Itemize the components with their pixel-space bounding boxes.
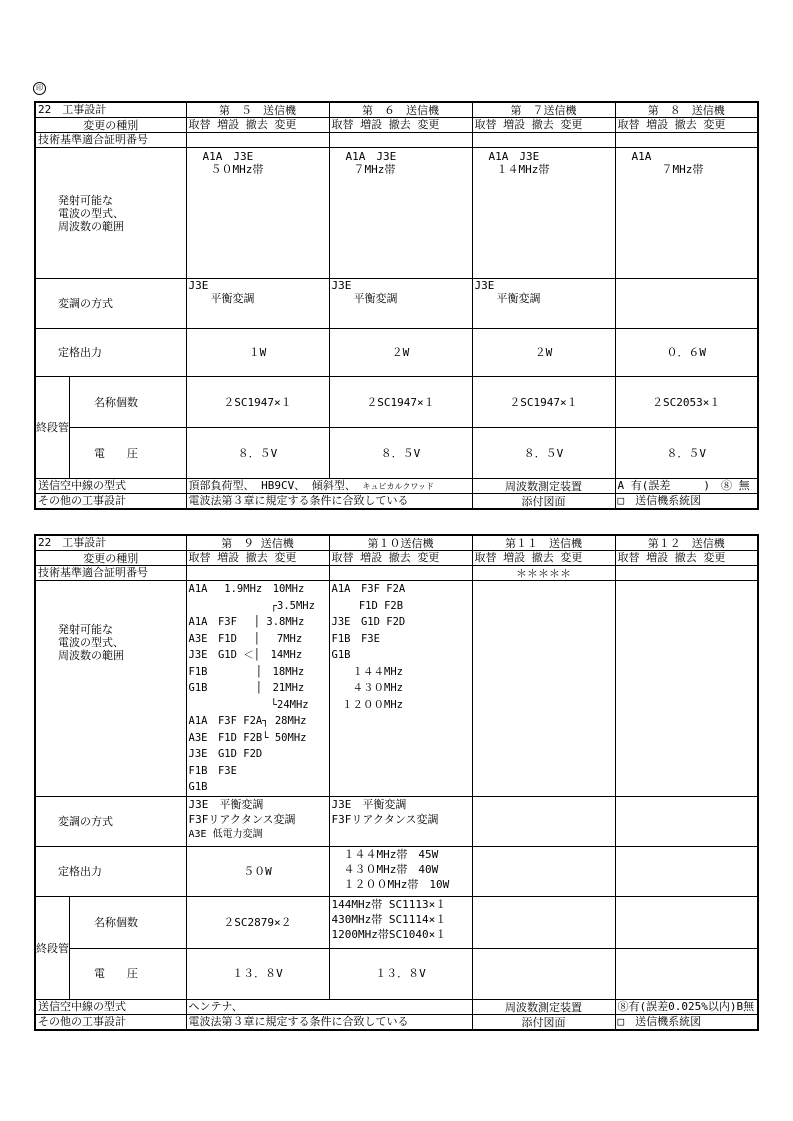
power-7: ２W bbox=[472, 329, 615, 377]
modulation-12 bbox=[615, 797, 758, 847]
change-type-11: 取替 増設 撤去 変更 bbox=[472, 551, 615, 566]
emission-12 bbox=[615, 581, 758, 797]
modulation-6: J3E 平衡変調 bbox=[329, 279, 472, 329]
antenna-value: 頂部負荷型、 HB9CV、 傾斜型、 キュビカルクワッド bbox=[186, 479, 472, 494]
change-type-9: 取替 増設 撤去 変更 bbox=[186, 551, 329, 566]
change-type-label-2: 変更の種別 bbox=[35, 551, 186, 566]
change-type-7: 取替 増設 撤去 変更 bbox=[472, 118, 615, 133]
modulation-5: J3E 平衡変調 bbox=[186, 279, 329, 329]
tech-cert-8 bbox=[615, 133, 758, 148]
attachment-value-2: □ 送信機系統図 bbox=[615, 1015, 758, 1031]
design-table-2 bbox=[34, 534, 759, 1031]
other-design-label: その他の工事設計 bbox=[35, 494, 186, 510]
power-6: ２W bbox=[329, 329, 472, 377]
antenna-value-2: ヘンテナ、 bbox=[186, 1000, 472, 1015]
antenna-label: 送信空中線の型式 bbox=[35, 479, 186, 494]
section-title: 22 工事設計 bbox=[35, 102, 186, 118]
voltage-10: １３．８V bbox=[329, 948, 472, 1000]
voltage-label-2: 電 圧 bbox=[94, 967, 138, 981]
transmitter-10-header: 第１０送信機 bbox=[329, 535, 472, 551]
emission-7: A1A J3E １４MHz帯 bbox=[472, 148, 615, 279]
tech-cert-9 bbox=[186, 566, 329, 581]
attachment-value: □ 送信機系統図 bbox=[615, 494, 758, 510]
emission-9: A1A 1.9MHz 10MHz ┌3.5MHz A1A F3F │ 3.8MHz A3E F1D │ 7MHz J3E G1D ＜│ 14MHz F1B │ 18MHz G1B │ 21MHz └24MHz A1A F3F F2A┐ 28MHz A3E F1D F2B└ 50MHz J3E G1D F2D F1B F3E G1B bbox=[186, 581, 329, 797]
transmitter-5-header: 第 ５ 送信機 bbox=[186, 102, 329, 118]
tube-name-label: 名称個数 bbox=[70, 377, 186, 428]
transmitter-6-header: 第 ６ 送信機 bbox=[329, 102, 472, 118]
modulation-9: J3E 平衡変調 F3Fリアクタンス変調 A3E 低電力変調 bbox=[186, 797, 329, 847]
voltage-9: １３．８V bbox=[186, 948, 329, 1000]
emission-11 bbox=[472, 581, 615, 797]
tube-7: ２SC1947×１ bbox=[472, 377, 615, 428]
power-8: ０．６W bbox=[615, 329, 758, 377]
emission-label-2: 発射可能な 電波の型式、 周波数の範囲 bbox=[35, 581, 186, 797]
attachment-label: 添付図面 bbox=[472, 494, 615, 510]
transmitter-11-header: 第１１ 送信機 bbox=[472, 535, 615, 551]
change-type-12: 取替 増設 撤去 変更 bbox=[615, 551, 758, 566]
transmitter-7-header: 第 ７送信機 bbox=[472, 102, 615, 118]
other-design-value-2: 電波法第３章に規定する条件に合致している bbox=[186, 1015, 472, 1031]
other-design-value: 電波法第３章に規定する条件に合致している bbox=[186, 494, 472, 510]
change-type-5: 取替 増設 撤去 変更 bbox=[186, 118, 329, 133]
freq-measure-value: A 有(誤差 ) ⑧ 無 bbox=[615, 479, 758, 494]
freq-measure-label-2: 周波数測定装置 bbox=[472, 1000, 615, 1015]
attachment-label-2: 添付図面 bbox=[472, 1015, 615, 1031]
modulation-8 bbox=[615, 279, 758, 329]
seal-stamp: 印 bbox=[33, 82, 46, 95]
tube-11 bbox=[472, 897, 615, 949]
power-9: ５０W bbox=[186, 847, 329, 897]
modulation-10: J3E 平衡変調 F3Fリアクタンス変調 bbox=[329, 797, 472, 847]
tube-8: ２SC2053×１ bbox=[615, 377, 758, 428]
tech-cert-label-2: 技術基準適合証明番号 bbox=[35, 566, 186, 581]
tech-cert-10 bbox=[329, 566, 472, 581]
change-type-6: 取替 増設 撤去 変更 bbox=[329, 118, 472, 133]
tech-cert-7 bbox=[472, 133, 615, 148]
tube-10: 144MHz帯 SC1113×１ 430MHz帯 SC1114×１ 1200MHz帯SC1040×１ bbox=[329, 897, 472, 949]
modulation-11 bbox=[472, 797, 615, 847]
power-5: １W bbox=[186, 329, 329, 377]
design-table-1 bbox=[34, 101, 759, 510]
other-design-label-2: その他の工事設計 bbox=[35, 1015, 186, 1031]
voltage-7: ８．５V bbox=[472, 428, 615, 479]
voltage-label: 電 圧 bbox=[94, 446, 138, 460]
tube-6: ２SC1947×１ bbox=[329, 377, 472, 428]
freq-measure-label: 周波数測定装置 bbox=[472, 479, 615, 494]
tech-cert-label: 技術基準適合証明番号 bbox=[35, 133, 186, 148]
emission-label: 発射可能な 電波の型式、 周波数の範囲 bbox=[35, 148, 186, 279]
power-label-2: 定格出力 bbox=[35, 847, 186, 897]
tech-cert-5 bbox=[186, 133, 329, 148]
tech-cert-12 bbox=[615, 566, 758, 581]
emission-6: A1A J3E ７MHz帯 bbox=[329, 148, 472, 279]
modulation-label-2: 変調の方式 bbox=[35, 797, 186, 847]
emission-10: A1A F3F F2A F1D F2B J3E G1D F2D F1B F3E G1B １４４MHz ４３０MHz １２００MHz bbox=[329, 581, 472, 797]
tech-cert-11: ＊＊＊＊＊ bbox=[472, 566, 615, 581]
tube-5: ２SC1947×１ bbox=[186, 377, 329, 428]
antenna-label-2: 送信空中線の型式 bbox=[35, 1000, 186, 1015]
power-11 bbox=[472, 847, 615, 897]
change-type-10: 取替 増設 撤去 変更 bbox=[329, 551, 472, 566]
voltage-12 bbox=[615, 948, 758, 1000]
transmitter-9-header: 第 ９ 送信機 bbox=[186, 535, 329, 551]
change-type-8: 取替 増設 撤去 変更 bbox=[615, 118, 758, 133]
final-stage-label-2: 終段管 bbox=[36, 897, 70, 999]
emission-8: A1A ７MHz帯 bbox=[615, 148, 758, 279]
final-stage-cell bbox=[35, 377, 186, 479]
section-title-2: 22 工事設計 bbox=[35, 535, 186, 551]
power-label: 定格出力 bbox=[35, 329, 186, 377]
freq-measure-value-2: ⑧有(誤差0.025%以内)B無 bbox=[615, 1000, 758, 1015]
modulation-label: 変調の方式 bbox=[35, 279, 186, 329]
tube-9: ２SC2879×２ bbox=[186, 897, 329, 949]
power-10: １４４MHz帯 45W ４３０MHz帯 40W １２００MHz帯 10W bbox=[329, 847, 472, 897]
tube-name-label-2: 名称個数 bbox=[70, 897, 186, 948]
voltage-6: ８．５V bbox=[329, 428, 472, 479]
tube-12 bbox=[615, 897, 758, 949]
voltage-11 bbox=[472, 948, 615, 1000]
power-12 bbox=[615, 847, 758, 897]
transmitter-8-header: 第 ８ 送信機 bbox=[615, 102, 758, 118]
emission-5: A1A J3E ５０MHz帯 bbox=[186, 148, 329, 279]
final-stage-label: 終段管 bbox=[36, 377, 70, 478]
modulation-7: J3E 平衡変調 bbox=[472, 279, 615, 329]
tech-cert-6 bbox=[329, 133, 472, 148]
transmitter-12-header: 第１２ 送信機 bbox=[615, 535, 758, 551]
final-stage-cell-2 bbox=[35, 897, 186, 1000]
voltage-8: ８．５V bbox=[615, 428, 758, 479]
voltage-5: ８．５V bbox=[186, 428, 329, 479]
change-type-label: 変更の種別 bbox=[35, 118, 186, 133]
